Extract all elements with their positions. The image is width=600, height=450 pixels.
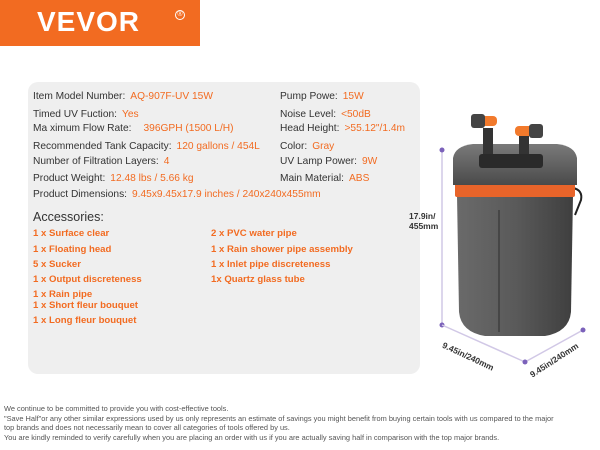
logo-text: VEVOR [37, 6, 141, 37]
orange-clip-band [455, 183, 575, 197]
footer-line: You are kindly reminded to verify carefully when you are placing an order with us if you are actually saving half in comparison with the top major brands. [4, 433, 500, 442]
accessory-item: 1 x Rain pipe [33, 289, 93, 300]
canister-body [457, 195, 573, 336]
width-dimension-label-left: 9.45in/240mm [440, 340, 496, 373]
brand-logo [0, 0, 200, 46]
accessory-item: 5 x Sucker [33, 259, 82, 270]
footer-line: top brands and does not necessarily mean to cover all categories of tools offered by us. [4, 423, 290, 432]
spec-row: Pump Powe: 15W [280, 91, 364, 102]
outlet-hose-connector [529, 124, 543, 138]
inlet-hose-connector [471, 114, 485, 128]
spec-row: Timed UV Fuction: Yes [33, 109, 139, 120]
registered-mark: ® [175, 10, 185, 20]
accessory-item: 1 x Long fleur bouquet [33, 315, 137, 326]
spec-row: Product Weight: 12.48 lbs / 5.66 kg [33, 173, 194, 184]
width-dimension-label-right: 9.45in/240mm [528, 340, 581, 380]
accessory-item: 1x Quartz glass tube [211, 274, 305, 285]
spec-row: Main Material: ABS [280, 173, 370, 184]
spec-row: Recommended Tank Capacity: 120 gallons / 454L [33, 141, 260, 152]
accessory-item: 1 x Floating head [33, 244, 112, 255]
spec-row: Color: Gray [280, 141, 335, 152]
footer-line: We continue to be committed to provide you with cost-effective tools. [4, 404, 229, 413]
accessories-title: Accessories: [33, 210, 104, 224]
accessory-item: 1 x Rain shower pipe assembly [211, 244, 353, 255]
dimension-dot [523, 360, 528, 365]
spec-row: Number of Filtration Layers: 4 [33, 156, 170, 167]
accessory-item: 1 x Short fleur bouquet [33, 300, 139, 311]
accessory-item: 1 x Surface clear [33, 228, 110, 239]
spec-row: Item Model Number: AQ-907F-UV 15W [33, 91, 213, 102]
spec-row: UV Lamp Power: 9W [280, 156, 378, 167]
dimension-dot [440, 148, 445, 153]
inlet-valve [483, 128, 493, 154]
outlet-valve [519, 134, 529, 154]
spec-row: Ma ximum Flow Rate: 396GPH (1500 L/H) [33, 123, 234, 134]
dimension-dot [581, 328, 586, 333]
accessory-item: 1 x Output discreteness [33, 274, 142, 285]
accessory-item: 1 x Inlet pipe discreteness [211, 259, 331, 270]
footer-line: "Save Half"or any other similar expressions used by us only represents an estimate of savings you might benefit from buying certain tools with us compared to the major [4, 414, 554, 423]
spec-row: Head Height: >55.12"/1.4m [280, 123, 406, 134]
lid-handle [479, 154, 543, 168]
height-dimension-label: 17.9in/ 455mm [409, 211, 439, 231]
spec-row: Product Dimensions: 9.45x9.45x17.9 inches / 240x240x455mm [33, 189, 321, 200]
accessory-item: 2 x PVC water pipe [211, 228, 297, 239]
spec-row: Noise Level: <50dB [280, 109, 371, 120]
